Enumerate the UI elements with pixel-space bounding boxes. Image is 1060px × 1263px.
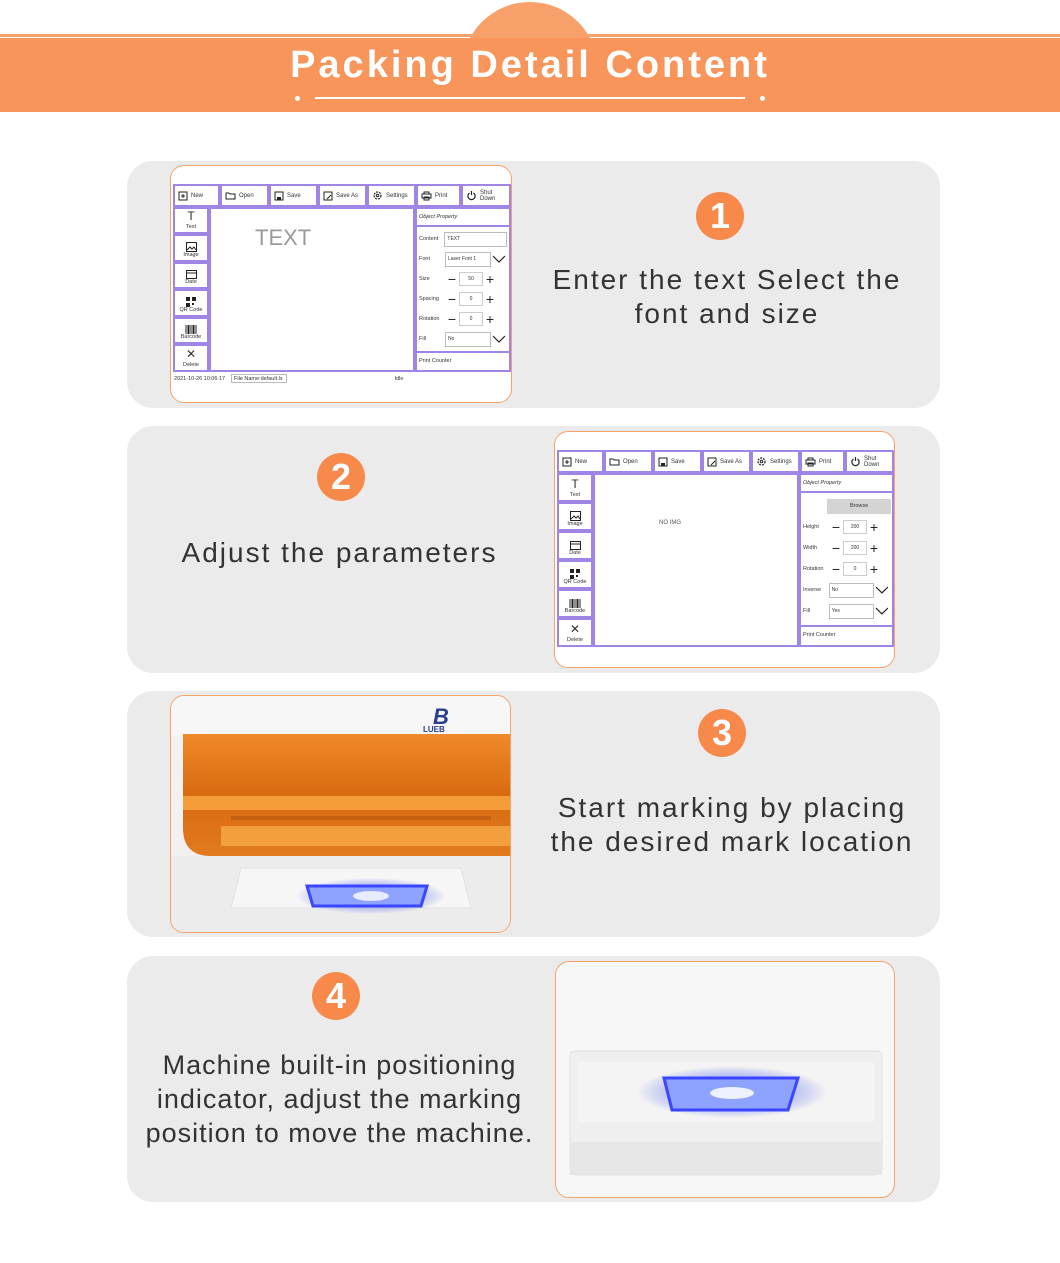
spacing-label: Spacing bbox=[419, 296, 439, 302]
content-input[interactable]: TEXT bbox=[444, 232, 507, 247]
height-label: Height bbox=[803, 524, 819, 530]
print-counter: Print Counter bbox=[417, 351, 509, 369]
toolbar-print-button[interactable] bbox=[416, 184, 461, 207]
image-tool-icon bbox=[186, 242, 197, 252]
delete-icon: ✕ bbox=[569, 622, 581, 636]
height-value[interactable]: 200 bbox=[843, 520, 867, 534]
toolbar-new-label: New bbox=[191, 192, 204, 199]
step-3-line-1: Start marking by placing bbox=[557, 792, 907, 823]
sidebar-item-qr-code[interactable] bbox=[557, 560, 593, 589]
size-value[interactable]: 50 bbox=[459, 272, 483, 286]
canvas-image-placeholder[interactable]: NO IMG bbox=[659, 520, 681, 526]
save-as-icon bbox=[323, 191, 333, 201]
toolbar-settings-label: Settings bbox=[770, 458, 792, 465]
sidebar-item-barcode[interactable] bbox=[173, 317, 209, 344]
rotation-value[interactable]: 0 bbox=[843, 562, 867, 576]
toolbar-settings-button[interactable] bbox=[367, 184, 416, 207]
content-label: Content bbox=[419, 236, 439, 242]
plus-icon[interactable]: + bbox=[485, 311, 495, 327]
calendar-icon bbox=[186, 269, 197, 279]
sidebar-item-image[interactable] bbox=[557, 502, 593, 531]
sidebar-date-label: Date bbox=[185, 279, 197, 285]
step-4-description bbox=[132, 1048, 547, 1150]
gear-icon bbox=[372, 190, 383, 201]
status-file-name: File Name:default.lx bbox=[231, 374, 287, 383]
toolbar-new-label: New bbox=[575, 458, 588, 465]
rotation-row bbox=[803, 560, 890, 578]
size-row bbox=[419, 270, 507, 288]
software-screenshot-image bbox=[554, 431, 895, 668]
step-2-description: Adjust the parameters bbox=[181, 537, 498, 568]
sidebar-text-label: Text bbox=[185, 224, 197, 230]
toolbar-save-button[interactable] bbox=[653, 450, 702, 473]
sidebar-image-label: Image bbox=[567, 521, 583, 527]
toolbar-settings-button[interactable] bbox=[751, 450, 800, 473]
inverse-select[interactable]: No bbox=[829, 583, 875, 598]
toolbar-open-label: Open bbox=[239, 192, 254, 199]
status-datetime: 2021-10-26 10:06:17 bbox=[174, 375, 226, 382]
printer-icon bbox=[421, 191, 432, 201]
inverse-row bbox=[803, 581, 890, 599]
plus-icon[interactable]: + bbox=[869, 540, 879, 556]
step-1-description bbox=[522, 263, 932, 331]
fill-select[interactable]: Yes bbox=[829, 604, 875, 619]
fill-label: Fill bbox=[803, 608, 811, 614]
toolbar-save-label: Save bbox=[287, 192, 301, 199]
qr-code-icon bbox=[186, 297, 196, 307]
sidebar-item-delete[interactable] bbox=[173, 344, 209, 372]
software-screenshot-text bbox=[170, 165, 512, 403]
print-counter: Print Counter bbox=[801, 625, 892, 643]
image-tool-icon bbox=[570, 511, 581, 521]
chevron-down-icon[interactable] bbox=[491, 334, 507, 344]
step-card-1 bbox=[127, 161, 940, 408]
step-4-line-1: Machine built-in positioning bbox=[162, 1050, 517, 1080]
sidebar-qr-label: QR Code bbox=[563, 579, 587, 585]
rotation-label: Rotation bbox=[419, 316, 440, 322]
save-icon bbox=[274, 191, 284, 201]
status-bar bbox=[173, 373, 511, 384]
canvas-text-object[interactable]: TEXT bbox=[255, 225, 312, 250]
toolbar-print-label: Print bbox=[435, 192, 448, 199]
sidebar-delete-label: Delete bbox=[183, 362, 199, 368]
inverse-label: Inverse bbox=[803, 587, 822, 593]
toolbar-shut-down-button[interactable] bbox=[461, 184, 511, 207]
toolbar-settings-label: Settings bbox=[386, 192, 408, 199]
page-title: Packing Detail Content bbox=[290, 44, 770, 86]
sidebar-item-text[interactable] bbox=[557, 473, 593, 502]
toolbar-save-as-button[interactable] bbox=[702, 450, 751, 473]
width-row bbox=[803, 539, 890, 557]
chevron-down-icon[interactable] bbox=[491, 254, 507, 264]
laser-app-window bbox=[557, 450, 892, 665]
step-3-line-2: the desired mark location bbox=[550, 826, 914, 857]
folder-icon bbox=[225, 191, 236, 200]
toolbar-save-as-label: Save As bbox=[720, 458, 743, 465]
sidebar-barcode-label: Barcode bbox=[180, 334, 202, 340]
text-tool-icon: T bbox=[571, 477, 579, 491]
toolbar-save-button[interactable] bbox=[269, 184, 318, 207]
step-card-4 bbox=[127, 956, 940, 1202]
chevron-down-icon[interactable] bbox=[874, 606, 890, 616]
toolbar-new-button[interactable] bbox=[173, 184, 220, 207]
folder-icon bbox=[609, 457, 620, 466]
sidebar-item-text[interactable] bbox=[173, 207, 209, 234]
title-underline bbox=[315, 97, 745, 99]
toolbar-shut-down-label: Shut Down bbox=[864, 455, 880, 468]
step-3-description bbox=[532, 791, 932, 859]
step-number-4: 4 bbox=[312, 972, 360, 1020]
sidebar-delete-label: Delete bbox=[567, 637, 583, 643]
step-card-3 bbox=[127, 691, 940, 937]
plus-icon[interactable]: + bbox=[485, 271, 495, 287]
toolbar-open-button[interactable] bbox=[220, 184, 269, 207]
toolbar-open-button[interactable] bbox=[604, 450, 653, 473]
sidebar-image-label: Image bbox=[183, 252, 199, 258]
sidebar-item-image[interactable] bbox=[173, 234, 209, 262]
new-file-icon bbox=[178, 191, 188, 201]
panel-header: Object Property bbox=[801, 475, 892, 493]
machine-photo-indicator bbox=[555, 961, 895, 1198]
minus-icon[interactable]: − bbox=[447, 271, 457, 287]
toolbar-print-button[interactable] bbox=[800, 450, 845, 473]
width-value[interactable]: 200 bbox=[843, 541, 867, 555]
toolbar-save-label: Save bbox=[671, 458, 685, 465]
power-icon bbox=[466, 190, 477, 201]
step-4-line-2: indicator, adjust the marking bbox=[156, 1084, 523, 1114]
font-label: Font bbox=[419, 256, 431, 262]
object-property-panel bbox=[415, 207, 511, 372]
printer-icon bbox=[805, 457, 816, 467]
barcode-icon bbox=[569, 599, 581, 608]
toolbar-print-label: Print bbox=[819, 458, 832, 465]
sidebar-item-barcode[interactable] bbox=[557, 589, 593, 618]
step-number-2: 2 bbox=[317, 453, 365, 501]
toolbar-open-label: Open bbox=[623, 458, 638, 465]
plus-icon[interactable]: + bbox=[869, 519, 879, 535]
banner-line bbox=[0, 34, 1060, 37]
sidebar-item-delete[interactable] bbox=[557, 618, 593, 647]
save-icon bbox=[658, 457, 668, 467]
minus-icon[interactable]: − bbox=[447, 311, 457, 327]
plus-icon[interactable]: + bbox=[485, 291, 495, 307]
calendar-icon bbox=[570, 540, 581, 550]
rotation-row bbox=[419, 310, 507, 328]
step-number-3: 3 bbox=[698, 709, 746, 757]
minus-icon[interactable]: − bbox=[831, 540, 841, 556]
font-row bbox=[419, 250, 507, 268]
design-canvas[interactable] bbox=[593, 473, 799, 647]
font-select[interactable]: Laser Font 1 bbox=[445, 252, 491, 267]
panel-header: Object Property bbox=[417, 209, 509, 227]
toolbar-shut-down-label: Shut Down bbox=[480, 189, 496, 202]
new-file-icon bbox=[562, 457, 572, 467]
text-tool-icon: T bbox=[187, 209, 195, 223]
step-card-2 bbox=[127, 426, 940, 673]
step-1-line-2: font and size bbox=[634, 298, 820, 329]
fill-select[interactable]: No bbox=[445, 332, 491, 347]
fill-row bbox=[419, 330, 507, 348]
header-banner bbox=[0, 0, 1060, 112]
object-property-panel bbox=[799, 473, 894, 647]
rotation-label: Rotation bbox=[803, 566, 824, 572]
save-as-icon bbox=[707, 457, 717, 467]
sidebar-item-date[interactable] bbox=[557, 531, 593, 560]
step-number-1: 1 bbox=[696, 192, 744, 240]
chevron-down-icon[interactable] bbox=[874, 585, 890, 595]
delete-icon: ✕ bbox=[185, 347, 197, 361]
toolbar-save-as-button[interactable] bbox=[318, 184, 367, 207]
size-label: Size bbox=[419, 276, 430, 282]
step-1-line-1: Enter the text Select the bbox=[552, 264, 902, 295]
status-state: Idle bbox=[394, 375, 404, 382]
toolbar-new-button[interactable] bbox=[557, 450, 604, 473]
laser-app-window bbox=[173, 184, 509, 400]
fill-row bbox=[803, 602, 890, 620]
design-canvas[interactable] bbox=[209, 207, 415, 372]
minus-icon[interactable]: − bbox=[831, 519, 841, 535]
gear-icon bbox=[756, 456, 767, 467]
sidebar-text-label: Text bbox=[569, 492, 581, 498]
positioning-indicator-illustration bbox=[556, 962, 895, 1198]
toolbar-shut-down-button[interactable] bbox=[845, 450, 894, 473]
machine-photo-marking bbox=[170, 695, 511, 933]
brand-logo-glyph: B bbox=[433, 704, 449, 729]
plus-icon[interactable]: + bbox=[869, 561, 879, 577]
fill-label: Fill bbox=[419, 336, 427, 342]
barcode-icon bbox=[185, 325, 197, 334]
toolbar-save-as-label: Save As bbox=[336, 192, 359, 199]
step-4-line-3: position to move the machine. bbox=[145, 1118, 534, 1148]
height-row bbox=[803, 518, 890, 536]
laser-machine-illustration bbox=[171, 696, 511, 933]
sidebar-item-date[interactable] bbox=[173, 262, 209, 289]
sidebar-item-qr-code[interactable] bbox=[173, 289, 209, 317]
spacing-row bbox=[419, 290, 507, 308]
banner-dot-left bbox=[295, 96, 300, 101]
brand-logo-text: LUEB bbox=[423, 725, 445, 734]
power-icon bbox=[850, 456, 861, 467]
sidebar-qr-label: QR Code bbox=[179, 307, 203, 313]
sidebar-date-label: Date bbox=[569, 550, 581, 556]
qr-code-icon bbox=[570, 569, 580, 579]
minus-icon[interactable]: − bbox=[447, 291, 457, 307]
banner-dot-right bbox=[760, 96, 765, 101]
sidebar-barcode-label: Barcode bbox=[564, 608, 586, 614]
width-label: Width bbox=[803, 545, 818, 551]
content-row bbox=[419, 230, 507, 248]
spacing-value[interactable]: 0 bbox=[459, 292, 483, 306]
rotation-value[interactable]: 0 bbox=[459, 312, 483, 326]
browse-button[interactable]: Browse bbox=[827, 499, 891, 514]
minus-icon[interactable]: − bbox=[831, 561, 841, 577]
